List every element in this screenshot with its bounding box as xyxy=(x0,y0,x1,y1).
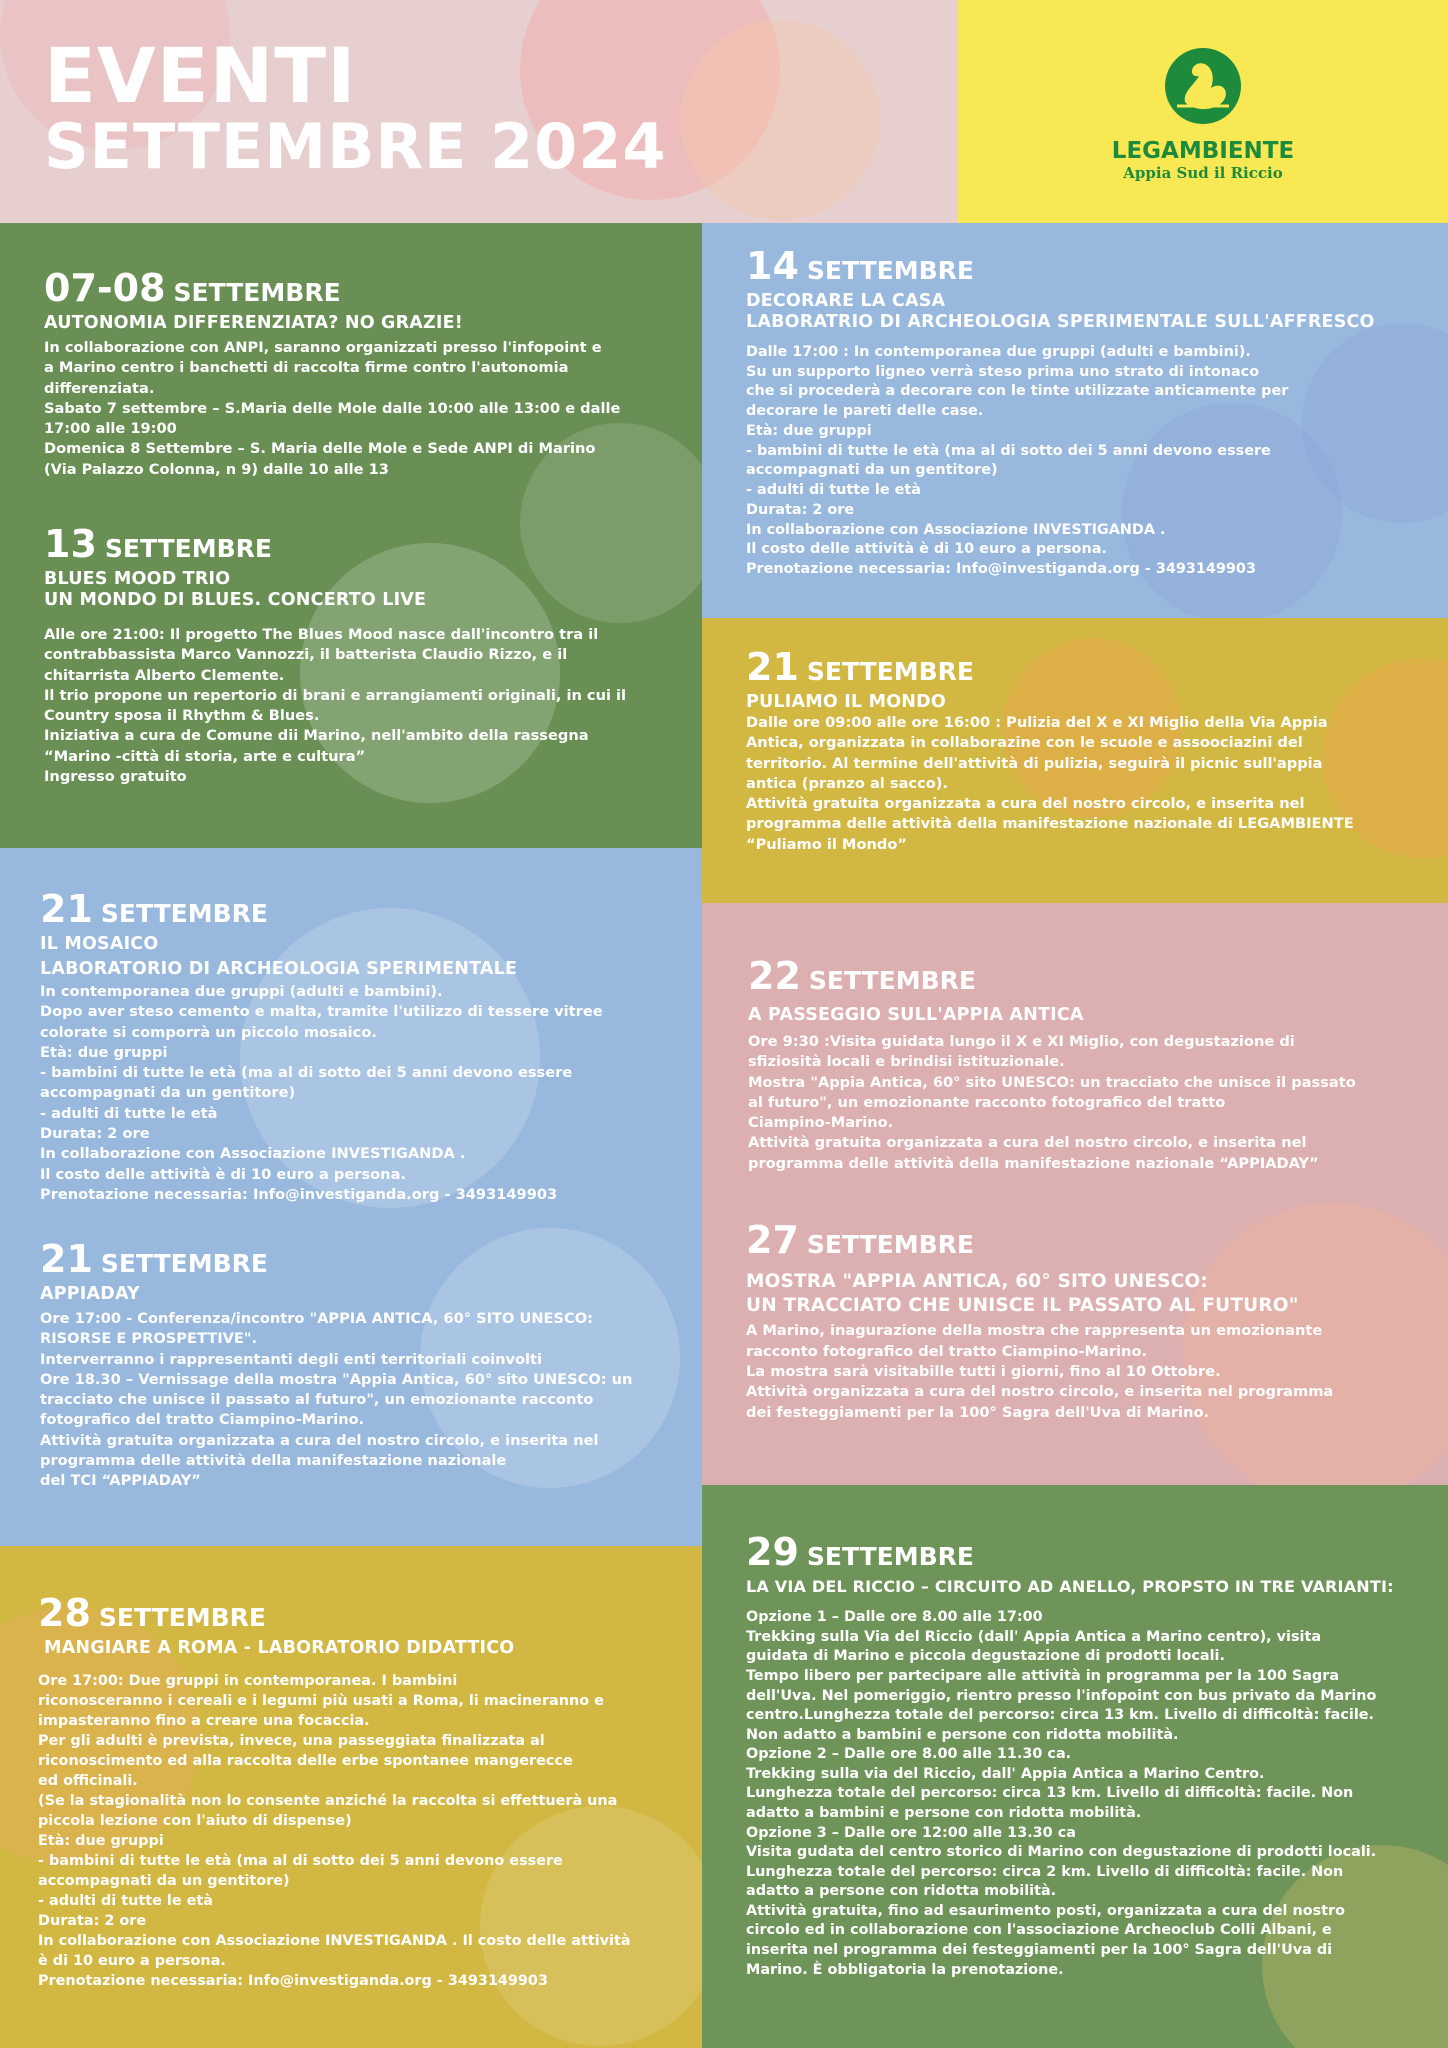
event-month: SETTEMBRE xyxy=(808,966,976,995)
logo-name: LEGAMBIENTE xyxy=(1111,138,1295,164)
event-text-line: Ciampino-Marino. xyxy=(748,1114,894,1132)
event-text-line: (Via Palazzo Colonna, n 9) dalle 10 alle 13 xyxy=(44,460,389,478)
event-text-line: Dalle 17:00 : In contemporanea due gruppi (adulti e bambini). xyxy=(746,344,1251,360)
swan-logo-icon xyxy=(1163,42,1243,130)
event-day: 21 xyxy=(40,1237,93,1281)
event-body xyxy=(44,625,702,787)
event-text-line: Attività gratuita organizzata a cura del nostro circolo, e inserita nel xyxy=(40,1431,599,1449)
panel-left-2 xyxy=(0,848,702,1546)
event-subtitle: APPIADAY xyxy=(40,1284,140,1304)
event-body xyxy=(746,713,1448,855)
event-text-line: Tempo libero per partecipare alle attività in programma per la 100 Sagra xyxy=(746,1667,1340,1684)
panel-left-3 xyxy=(0,1546,702,2048)
event-text-line: Ore 9:30 :Visita guidata lungo il X e XI Miglio, con degustazione di xyxy=(748,1033,1295,1050)
event-text-line: programma delle attività della manifestazione nazionale xyxy=(40,1451,507,1469)
event-body xyxy=(38,1671,702,1991)
event-text-line: colorate si comporrà un piccolo mosaico. xyxy=(40,1023,377,1041)
event-body xyxy=(40,982,702,1205)
event-27 xyxy=(746,1218,1448,1423)
panel-left-1 xyxy=(0,223,702,848)
event-text-line: differenziata. xyxy=(44,379,155,397)
event-text-line: Durata: 2 ore xyxy=(40,1124,150,1142)
event-text-line: del TCI “APPIADAY” xyxy=(40,1472,201,1490)
event-text-line: Marino. È obbligatoria la prenotazione. xyxy=(746,1961,1064,1978)
event-text-line: Dalle ore 09:00 alle ore 16:00 : Pulizia del X e XI Miglio della Via Appia xyxy=(746,714,1328,731)
event-text-line: Attività gratuita, fino ad esaurimento posti, organizzata a cura del nostro xyxy=(746,1902,1346,1919)
event-text-line: accompagnati da un gentitore) xyxy=(38,1873,290,1890)
event-subtitle: UN MONDO DI BLUES. CONCERTO LIVE xyxy=(44,590,427,610)
event-month: SETTEMBRE xyxy=(173,278,341,307)
event-text-line: che si procederà a decorare con le tinte utilizzate anticamente per xyxy=(746,383,1289,400)
event-text-line: impasteranno fino a creare una focaccia. xyxy=(38,1713,370,1730)
event-text-line: riconoscimento ed alla raccolta delle erbe spontanee mangerecce xyxy=(38,1753,573,1770)
event-text-line: Età: due gruppi xyxy=(746,422,872,439)
event-text-line: La mostra sarà visitabille tutti i giorni, fino al 10 Ottobre. xyxy=(746,1362,1221,1380)
event-text-line: Su un supporto ligneo verrà steso prima uno strato di intonaco xyxy=(746,363,1260,380)
event-text-line: Visita gudata del centro storico di Marino con degustazione di prodotti locali. xyxy=(746,1844,1377,1861)
event-text-line: Iniziativa a cura de Comune dii Marino, nell'ambito della rassegna xyxy=(44,727,589,745)
logo-subtitle: Appia Sud il Riccio xyxy=(1123,164,1283,182)
event-subtitle: UN TRACCIATO CHE UNISCE IL PASSATO AL FUTURO" xyxy=(746,1295,1299,1317)
event-text-line: Lunghezza totale del percorso: circa 2 km. Livello di difficoltà: facile. Non xyxy=(746,1863,1344,1880)
event-text-line: Durata: 2 ore xyxy=(38,1913,147,1930)
event-22 xyxy=(748,954,1448,1174)
event-day: 14 xyxy=(746,244,799,288)
event-29 xyxy=(746,1530,1448,1980)
event-text-line: - adulti di tutte le età xyxy=(38,1893,213,1910)
event-text-line: Interverranno i rappresentanti degli enti territoriali coinvolti xyxy=(40,1350,543,1368)
event-text-line: Ingresso gratuito xyxy=(44,767,187,785)
event-text-line: - adulti di tutte le età xyxy=(746,482,921,499)
event-text-line: decorare le pareti delle case. xyxy=(746,403,984,420)
event-text-line: riconosceranno i cereali e i legumi più usati a Roma, li macineranno e xyxy=(38,1693,604,1710)
event-text-line: Per gli adulti è prevista, invece, una passeggiata finalizzata al xyxy=(38,1733,545,1750)
event-21-appiaday xyxy=(40,1237,702,1492)
event-21-mosaico xyxy=(40,887,702,1205)
event-text-line: - bambini di tutte le età (ma al di sotto dei 5 anni devono essere xyxy=(746,442,1271,459)
event-text-line: In collaborazione con Associazione INVESTIGANDA . xyxy=(746,521,1166,538)
event-text-line: Antica, organizzata in collaborazine con le scuole e assoociazini del xyxy=(746,734,1303,752)
panel-right-1 xyxy=(702,223,1448,618)
event-text-line: sfiziosità locali e brindisi istituzionale. xyxy=(748,1053,1065,1071)
event-text-line: Il trio propone un repertorio di brani e arrangiamenti originali, in cui il xyxy=(44,686,627,704)
event-text-line: Opzione 3 – Dalle ore 12:00 alle 13.30 ca xyxy=(746,1824,1076,1841)
event-text-line: al futuro", un emozionante racconto fotografico del tratto xyxy=(748,1093,1226,1111)
page-title: EVENTI xyxy=(44,31,357,120)
event-text-line: Età: due gruppi xyxy=(40,1043,168,1061)
event-text-line: Trekking sulla via del Riccio, dall' Appia Antica a Marino Centro. xyxy=(746,1765,1265,1782)
event-month: SETTEMBRE xyxy=(100,899,268,928)
event-day: 27 xyxy=(746,1218,799,1262)
header-banner xyxy=(0,0,958,223)
event-text-line: piccola lezione con l'aiuto di dispense) xyxy=(38,1813,352,1830)
event-text-line: Attività gratuita organizzata a cura del nostro circolo, e inserita nel xyxy=(748,1134,1307,1152)
event-text-line: Mostra "Appia Antica, 60° sito UNESCO: un tracciato che unisce il passato xyxy=(748,1073,1356,1091)
event-text-line: programma delle attività della manifestazione nazionale di LEGAMBIENTE xyxy=(746,815,1354,833)
event-subtitle: MANGIARE A ROMA - LABORATORIO DIDATTICO xyxy=(44,1638,515,1658)
event-month: SETTEMBRE xyxy=(806,1230,974,1259)
event-month: SETTEMBRE xyxy=(104,534,272,563)
event-text-line: accompagnati da un gentitore) xyxy=(40,1084,296,1102)
event-subtitle: AUTONOMIA DIFFERENZIATA? NO GRAZIE! xyxy=(44,313,463,333)
event-text-line: - bambini di tutte le età (ma al di sotto dei 5 anni devono essere xyxy=(40,1064,573,1082)
event-text-line: 17:00 alle 19:00 xyxy=(44,420,177,438)
panel-right-2 xyxy=(702,618,1448,903)
event-text-line: dei festeggiamenti per la 100° Sagra dell'Uva di Marino. xyxy=(746,1403,1210,1421)
event-text-line: Il costo delle attività è di 10 euro a persona. xyxy=(746,541,1107,558)
event-day: 21 xyxy=(746,645,799,689)
event-text-line: Sabato 7 settembre – S.Maria delle Mole dalle 10:00 alle 13:00 e dalle xyxy=(44,399,621,417)
event-month: SETTEMBRE xyxy=(806,657,974,686)
event-body xyxy=(746,1608,1448,1980)
event-month: SETTEMBRE xyxy=(806,1542,974,1571)
panel-right-4 xyxy=(702,1485,1448,2048)
event-text-line: adatto a persone con ridotta mobilità. xyxy=(746,1883,1057,1900)
page-subtitle: SETTEMBRE 2024 xyxy=(44,110,667,183)
event-text-line: ed officinali. xyxy=(38,1773,138,1790)
event-text-line: Alle ore 21:00: Il progetto The Blues Mood nasce dall'incontro tra il xyxy=(44,626,599,643)
event-day: 29 xyxy=(746,1530,799,1574)
event-text-line: RISORSE E PROSPETTIVE". xyxy=(40,1330,258,1348)
event-text-line: “Marino -città di storia, arte e cultura” xyxy=(44,747,366,765)
event-text-line: accompagnati da un gentitore) xyxy=(746,462,998,479)
event-text-line: centro.Lunghezza totale del percorso: circa 13 km. Livello di difficoltà: facile. xyxy=(746,1707,1374,1724)
event-text-line: dell'Uva. Nel pomeriggio, rientro presso l'infopoint con bus privato da Marino xyxy=(746,1687,1377,1704)
event-text-line: In collaborazione con ANPI, saranno organizzati presso l'infopoint e xyxy=(44,339,602,356)
logo-area xyxy=(958,0,1448,223)
event-month: SETTEMBRE xyxy=(806,256,974,285)
event-subtitle: BLUES MOOD TRIO xyxy=(44,569,231,589)
event-text-line: Il costo delle attività è di 10 euro a persona. xyxy=(40,1165,406,1183)
event-day: 21 xyxy=(40,887,93,931)
event-text-line: chitarrista Alberto Clemente. xyxy=(44,666,285,684)
panel-right-3 xyxy=(702,903,1448,1485)
event-text-line: a Marino centro i banchetti di raccolta firme contro l'autonomia xyxy=(44,359,569,377)
event-text-line: “Puliamo il Mondo” xyxy=(746,835,907,853)
event-text-line: Opzione 2 – Dalle ore 8.00 alle 11.30 ca. xyxy=(746,1746,1072,1763)
event-body xyxy=(44,338,702,480)
event-day: 28 xyxy=(38,1591,91,1635)
event-day: 22 xyxy=(748,954,801,998)
event-text-line: tracciato che unisce il passato al futuro", un emozionante racconto xyxy=(40,1391,594,1409)
event-text-line: Prenotazione necessaria: Info@investiganda.org - 3493149903 xyxy=(38,1973,548,1990)
event-14 xyxy=(746,244,1448,580)
event-day: 07-08 xyxy=(44,266,166,310)
event-text-line: In contemporanea due gruppi (adulti e bambini). xyxy=(40,983,443,1000)
event-subtitle: MOSTRA "APPIA ANTICA, 60° SITO UNESCO: xyxy=(746,1271,1209,1292)
event-text-line: è di 10 euro a persona. xyxy=(38,1953,226,1970)
event-text-line: Prenotazione necessaria: Info@investiganda.org - 3493149903 xyxy=(40,1185,558,1203)
event-text-line: Attività organizzata a cura del nostro circolo, e inserita nel programma xyxy=(746,1383,1334,1401)
event-body xyxy=(746,343,1448,580)
event-text-line: Attività gratuita organizzata a cura del nostro circolo, e inserita nel xyxy=(746,795,1305,813)
event-text-line: antica (pranzo al sacco). xyxy=(746,774,948,792)
event-text-line: fotografico del tratto Ciampino-Marino. xyxy=(40,1411,365,1429)
event-text-line: Opzione 1 – Dalle ore 8.00 alle 17:00 xyxy=(746,1609,1043,1626)
event-subtitle: LABORATORIO DI ARCHEOLOGIA SPERIMENTALE xyxy=(40,959,518,979)
event-07-08 xyxy=(44,266,702,480)
event-21-puliamo xyxy=(746,645,1448,855)
event-text-line: - bambini di tutte le età (ma al di sotto dei 5 anni devono essere xyxy=(38,1853,563,1870)
event-subtitle: PULIAMO IL MONDO xyxy=(746,692,946,712)
event-text-line: contrabbassista Marco Vannozzi, il batterista Claudio Rizzo, e il xyxy=(44,646,568,664)
event-text-line: Ore 17:00 - Conferenza/incontro "APPIA ANTICA, 60° SITO UNESCO: xyxy=(40,1310,593,1327)
event-subtitle: LA VIA DEL RICCIO – CIRCUITO AD ANELLO, PROPSTO IN TRE VARIANTI: xyxy=(746,1577,1394,1596)
event-text-line: Domenica 8 Settembre – S. Maria delle Mole e Sede ANPI di Marino xyxy=(44,440,596,458)
event-text-line: guidata di Marino e piccola degustazione di prodotti locali. xyxy=(746,1648,1225,1665)
event-text-line: Dopo aver steso cemento e malta, tramite l'utilizzo di tessere vitree xyxy=(40,1003,603,1021)
event-month: SETTEMBRE xyxy=(100,1249,268,1278)
event-text-line: inserita nel programma dei festeggiamenti per la 100° Sagra dell'Uva di xyxy=(746,1942,1333,1959)
event-text-line: Country sposa il Rhythm & Blues. xyxy=(44,707,320,725)
event-text-line: - adulti di tutte le età xyxy=(40,1104,218,1122)
event-text-line: In collaborazione con Associazione INVESTIGANDA . xyxy=(40,1145,466,1163)
event-text-line: Prenotazione necessaria: Info@investiganda.org - 3493149903 xyxy=(746,561,1256,578)
event-text-line: Ore 17:00: Due gruppi in contemporanea. I bambini xyxy=(38,1673,458,1689)
event-subtitle: LABORATRIO DI ARCHEOLOGIA SPERIMENTALE SULL'AFFRESCO xyxy=(746,312,1375,332)
event-month: SETTEMBRE xyxy=(98,1603,266,1632)
event-subtitle: DECORARE LA CASA xyxy=(746,291,946,311)
event-text-line: Lunghezza totale del percorso: circa 13 km. Livello di difficoltà: facile. Non xyxy=(746,1785,1354,1802)
event-text-line: circolo ed in collaborazione con l'associazione Archeoclub Colli Albani, e xyxy=(746,1922,1332,1939)
event-subtitle: IL MOSAICO xyxy=(40,934,159,954)
event-13 xyxy=(44,522,702,787)
event-text-line: (Se la stagionalità non lo consente anziché la raccolta si effettuerà una xyxy=(38,1793,618,1810)
event-day: 13 xyxy=(44,522,97,566)
event-text-line: A Marino, inagurazione della mostra che rappresenta un emozionante xyxy=(746,1322,1323,1340)
event-text-line: adatto a bambini e persone con ridotta mobilità. xyxy=(746,1804,1142,1821)
event-28 xyxy=(38,1591,702,1991)
event-text-line: Non adatto a bambini e persone con ridotta mobilità. xyxy=(746,1726,1179,1743)
event-text-line: Trekking sulla Via del Riccio (dall' Appia Antica a Marino centro), visita xyxy=(746,1628,1322,1645)
event-text-line: territorio. Al termine dell'attività di pulizia, seguirà il picnic sull'appia xyxy=(746,754,1323,772)
event-text-line: Età: due gruppi xyxy=(38,1833,164,1850)
event-subtitle: A PASSEGGIO SULL'APPIA ANTICA xyxy=(748,1005,1084,1025)
event-text-line: Ore 18.30 – Vernissage della mostra "Appia Antica, 60° sito UNESCO: un xyxy=(40,1370,633,1388)
event-text-line: In collaborazione con Associazione INVESTIGANDA . Il costo delle attività xyxy=(38,1933,631,1950)
event-text-line: racconto fotografico del tratto Ciampino-Marino. xyxy=(746,1342,1148,1360)
event-body xyxy=(40,1309,702,1492)
event-body xyxy=(746,1321,1448,1422)
event-text-line: Durata: 2 ore xyxy=(746,501,855,518)
event-body xyxy=(748,1032,1448,1174)
event-text-line: programma delle attività della manifestazione nazionale “APPIADAY” xyxy=(748,1154,1319,1172)
